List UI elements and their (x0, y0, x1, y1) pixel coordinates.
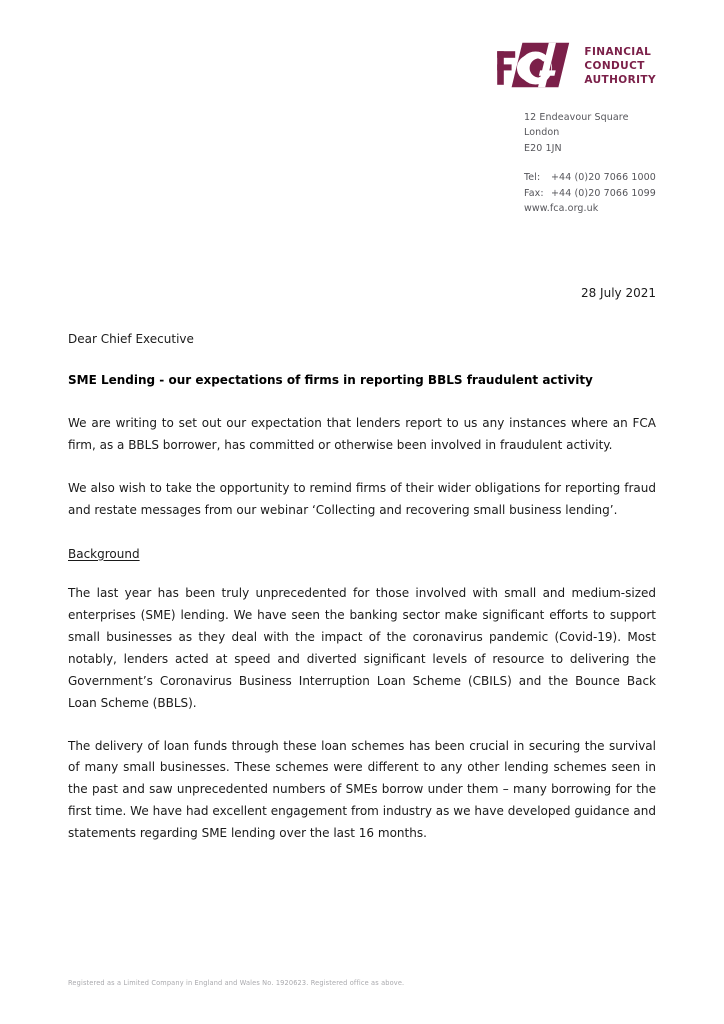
telephone-label: Tel: (524, 172, 541, 184)
fca-logo-icon (496, 38, 574, 92)
fax-line (524, 186, 656, 201)
paragraph-4: The delivery of loan funds through these loan schemes has been crucial in securing the survival of many small businesses. These schemes were different to any other lending schemes seen in the past and saw unprecedented numbers of SMEs borrow under them – many borrowing for the first time. We have had excellent engagement from industry as we have developed guidance and statements regarding SME lending over the last 16 months. (68, 738, 656, 841)
website-link[interactable]: www.fca.org.uk (524, 202, 599, 214)
letterhead (356, 38, 656, 92)
paragraph-2: We also wish to take the opportunity to remind firms of their wider obligations for reporting fraud and restate messages from our webinar ‘Collecting and recovering small business lending’. (68, 480, 656, 517)
telephone-value: +44 (0)20 7066 1000 (551, 172, 656, 184)
paragraph-1: We are writing to set out our expectation that lenders report to us any instances where an FCA firm, as a BBLS borrower, has committed or otherwise been involved in fraudulent activity. (68, 416, 656, 452)
address-postcode: E20 1JN (524, 142, 562, 154)
telephone-line (524, 170, 656, 185)
logo-word-line-3: AUTHORITY (584, 73, 656, 86)
fax-label: Fax: (524, 187, 544, 199)
letter-body (68, 286, 656, 866)
contact-details (524, 170, 656, 216)
address-street: 12 Endeavour Square (524, 112, 629, 123)
postal-address (524, 110, 656, 156)
background-section (68, 543, 656, 583)
logo-word-line-2: CONDUCT (584, 59, 645, 72)
paragraph-3: The last year has been truly unprecedented for those involved with small and medium-sized enterprises (SME) lending. We have seen the banking sector make significant efforts to support small businesses as they deal with the impact of the coronavirus pandemic (Covid-19). Most notably, lenders acted at speed and diverted significant levels of resource to delivering the Government’s Coronavirus Business Interruption Loan Scheme (CBILS) and the Bounce Back Loan Scheme (BBLS). (68, 585, 656, 710)
address-city: London (524, 127, 560, 139)
page-footer: Registered as a Limited Company in England and Wales No. 1920623. Registered office as above. (68, 978, 405, 987)
letter-date: 28 July 2021 (580, 286, 656, 300)
fca-logo (356, 38, 656, 92)
letter-subject-heading: SME Lending - our expectations of firms in reporting BBLS fraudulent activity (68, 373, 593, 387)
fca-logo-wordmark (584, 38, 656, 88)
salutation: Dear Chief Executive (68, 332, 194, 346)
address-block (524, 110, 656, 216)
logo-word-line-1: FINANCIAL (584, 46, 652, 58)
fax-value: +44 (0)20 7066 1099 (551, 187, 656, 199)
section-heading-background: Background (68, 546, 140, 561)
